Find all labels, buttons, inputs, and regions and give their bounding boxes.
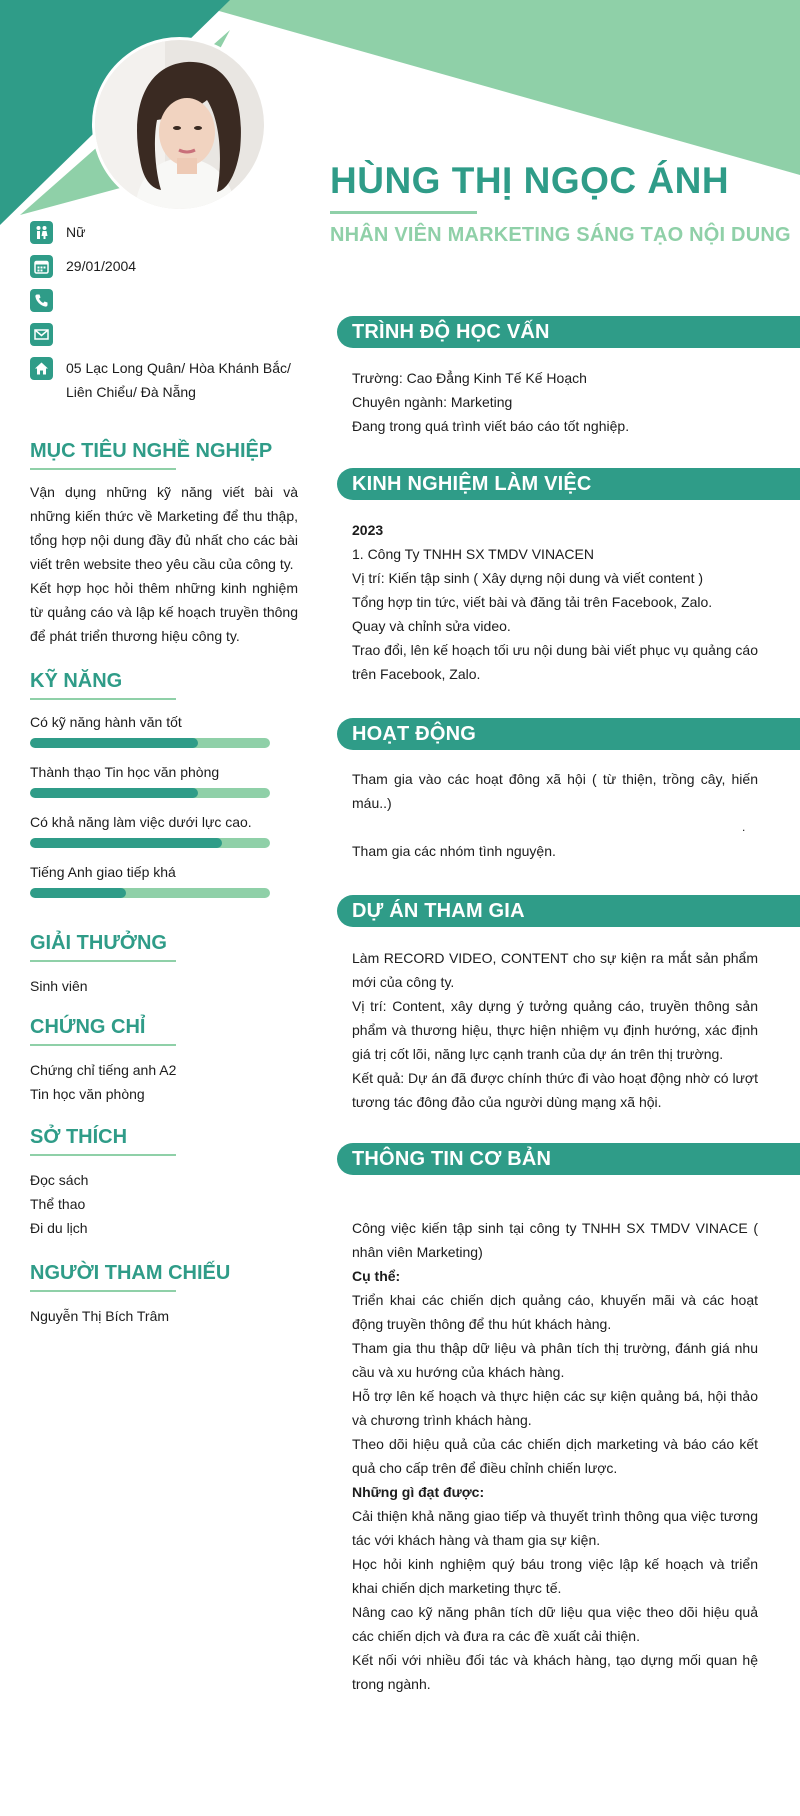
address-line2: Liên Chiểu/ Đà Nẵng <box>66 384 196 400</box>
experience-line: Vị trí: Kiến tập sinh ( Xây dựng nội dung và viết content ) <box>352 570 704 586</box>
skill-bar-fill <box>30 738 198 748</box>
experience-line: Tổng hợp tin tức, viết bài và đăng tải trên Facebook, Zalo. <box>352 594 713 610</box>
basic-info-achieved-label: Những gì đạt được: <box>352 1484 485 1500</box>
basic-info-specific-label: Cụ thể: <box>352 1268 401 1284</box>
basic-info-achieved-line: Kết nối với nhiều đối tác và khách hàng, tạo dựng mối quan hệ trong ngành. <box>352 1652 758 1692</box>
calendar-icon <box>30 255 53 278</box>
skill-bar-fill <box>30 788 198 798</box>
experience-section <box>352 518 758 686</box>
contact-email <box>30 323 300 346</box>
skill-bar-fill <box>30 838 222 848</box>
address-line1: 05 Lạc Long Quân/ Hòa Khánh Bắc/ <box>66 360 291 376</box>
objective-text <box>30 480 298 648</box>
project-line: Kết quả: Dự án đã được chính thức đi vào hoạt động nhờ có lượt tương tác đông đảo của người dùng mạng xã hội. <box>352 1070 758 1110</box>
skill-label: Có kỹ năng hành văn tốt <box>30 714 182 730</box>
contact-birthday <box>30 255 300 278</box>
reference-item: Nguyễn Thị Bích Trâm <box>30 1308 170 1324</box>
activity-line: Tham gia vào các hoạt đông xã hội ( từ thiện, trồng cây, hiến máu..) <box>352 771 758 811</box>
experience-line: Quay và chỉnh sửa video. <box>352 618 511 634</box>
candidate-name: HÙNG THỊ NGỌC ÁNH <box>330 160 730 201</box>
skill-label: Thành thạo Tin học văn phòng <box>30 764 220 780</box>
avatar <box>92 37 267 212</box>
skill-bar <box>30 738 270 748</box>
basic-info-achieved-line: Học hỏi kinh nghiệm quý báu trong việc lập kế hoạch và triển khai chiến dịch marketing thực tế. <box>352 1556 758 1596</box>
project-line: Vị trí: Content, xây dựng ý tưởng quảng cáo, truyền thông sản phẩm và thương hiệu, thực hiện nhiệm vụ định hướng, xác định giá trị cốt lõi, năng lực cạnh tranh của dự án trên thị trường. <box>352 998 758 1062</box>
basic-info-achieved-line: Nâng cao kỹ năng phân tích dữ liệu qua việc theo dõi hiệu quả các chiến dịch và đưa ra các đề xuất cải thiện. <box>352 1604 758 1644</box>
basic-info-achieved-line: Cải thiện khả năng giao tiếp và thuyết trình thông qua việc tương tác với khách hàng và tham gia sự kiện. <box>352 1508 758 1548</box>
avatar-photo <box>95 40 267 212</box>
name-underline <box>330 211 477 214</box>
skill-label: Có khả năng làm việc dưới lực cao. <box>30 814 252 830</box>
projects-heading: DỰ ÁN THAM GIA <box>337 895 800 927</box>
light-green-triangle <box>180 0 800 175</box>
gender-text: Nữ <box>66 224 86 240</box>
references-heading-underline <box>30 1290 176 1292</box>
hobby-item: Đọc sách <box>30 1172 89 1188</box>
contact-address <box>30 357 300 404</box>
experience-line: 1. Công Ty TNHH SX TMDV VINACEN <box>352 546 594 562</box>
stray-dot: . <box>742 820 746 834</box>
awards-heading-underline <box>30 960 176 962</box>
activities-heading: HOẠT ĐỘNG <box>337 718 800 750</box>
skill-bar <box>30 888 270 898</box>
birthday-text: 29/01/2004 <box>66 258 137 274</box>
education-line: Trường: Cao Đẳng Kinh Tế Kế Hoạch <box>352 370 587 386</box>
education-line: Đang trong quá trình viết báo cáo tốt nghiệp. <box>352 418 630 434</box>
basic-info-specific-line: Hỗ trợ lên kế hoạch và thực hiện các sự kiện quảng bá, hội thảo và chương trình khách hàng. <box>352 1388 758 1428</box>
address-text <box>66 356 291 404</box>
certificate-item: Chứng chỉ tiếng anh A2 <box>30 1062 177 1078</box>
phone-icon <box>30 289 53 312</box>
mail-icon <box>30 323 53 346</box>
basic-info-heading: THÔNG TIN CƠ BẢN <box>337 1143 800 1175</box>
certificates-heading: CHỨNG CHỈ <box>30 1016 146 1038</box>
skill-bar <box>30 788 270 798</box>
objective-paragraph-1: Vận dụng những kỹ năng viết bài và những kiến thức về Marketing để thu thập, tổng hợp nội dung đầy đủ nhất cho các bài viết trên website theo yêu cầu của công ty. <box>30 484 298 572</box>
basic-info-specific-line: Tham gia thu thập dữ liệu và phân tích thị trường, đánh giá nhu cầu và xu hướng của khách hàng. <box>352 1340 758 1380</box>
awards-heading: GIẢI THƯỞNG <box>30 932 167 954</box>
basic-info-specific-line: Triển khai các chiến dịch quảng cáo, khuyến mãi và các hoạt động truyền thông để thu hút khách hàng. <box>352 1292 758 1332</box>
skill-bar-fill <box>30 888 126 898</box>
experience-heading: KINH NGHIỆM LÀM VIỆC <box>337 468 800 500</box>
project-line: Làm RECORD VIDEO, CONTENT cho sự kiện ra mắt sản phẩm mới của công ty. <box>352 950 758 990</box>
skill-bar <box>30 838 270 848</box>
contact-phone <box>30 289 300 312</box>
references-heading: NGƯỜI THAM CHIẾU <box>30 1262 231 1284</box>
objective-heading-underline <box>30 468 176 470</box>
activity-line: Tham gia các nhóm tình nguyện. <box>352 843 556 859</box>
certificates-heading-underline <box>30 1044 176 1046</box>
skills-heading-underline <box>30 698 176 700</box>
experience-line: Trao đổi, lên kế hoạch tối ưu nội dung bài viết phục vụ quảng cáo trên Facebook, Zalo. <box>352 642 758 682</box>
certificate-item: Tin học văn phòng <box>30 1086 145 1102</box>
experience-year: 2023 <box>352 522 384 538</box>
hobbies-heading: SỞ THÍCH <box>30 1126 128 1148</box>
skills-heading: KỸ NĂNG <box>30 670 123 692</box>
education-line: Chuyên ngành: Marketing <box>352 394 513 410</box>
skill-label: Tiếng Anh giao tiếp khá <box>30 864 176 880</box>
hobby-item: Đi du lịch <box>30 1220 88 1236</box>
basic-info-specific-line: Theo dõi hiệu quả của các chiến dịch marketing và báo cáo kết quả cho cấp trên để điều chỉnh chiến lược. <box>352 1436 758 1476</box>
gender-icon <box>30 221 53 244</box>
job-title: NHÂN VIÊN MARKETING SÁNG TẠO NỘI DUNG <box>330 224 791 246</box>
award-item: Sinh viên <box>30 978 88 994</box>
education-section <box>352 366 758 438</box>
home-icon <box>30 357 53 380</box>
contact-gender <box>30 221 300 244</box>
education-heading: TRÌNH ĐỘ HỌC VẤN <box>337 316 800 348</box>
objective-heading: MỤC TIÊU NGHỀ NGHIỆP <box>30 440 273 462</box>
basic-info-section <box>352 1216 758 1696</box>
hobby-item: Thể thao <box>30 1196 86 1212</box>
basic-info-intro: Công việc kiến tập sinh tại công ty TNHH SX TMDV VINACE ( nhân viên Marketing) <box>352 1220 758 1260</box>
activities-section <box>352 767 758 863</box>
objective-paragraph-2: Kết hợp học hỏi thêm những kinh nghiệm từ quảng cáo và lập kế hoạch truyền thông để phát triển thương hiệu công ty. <box>30 580 298 644</box>
hobbies-heading-underline <box>30 1154 176 1156</box>
projects-section <box>352 946 758 1114</box>
